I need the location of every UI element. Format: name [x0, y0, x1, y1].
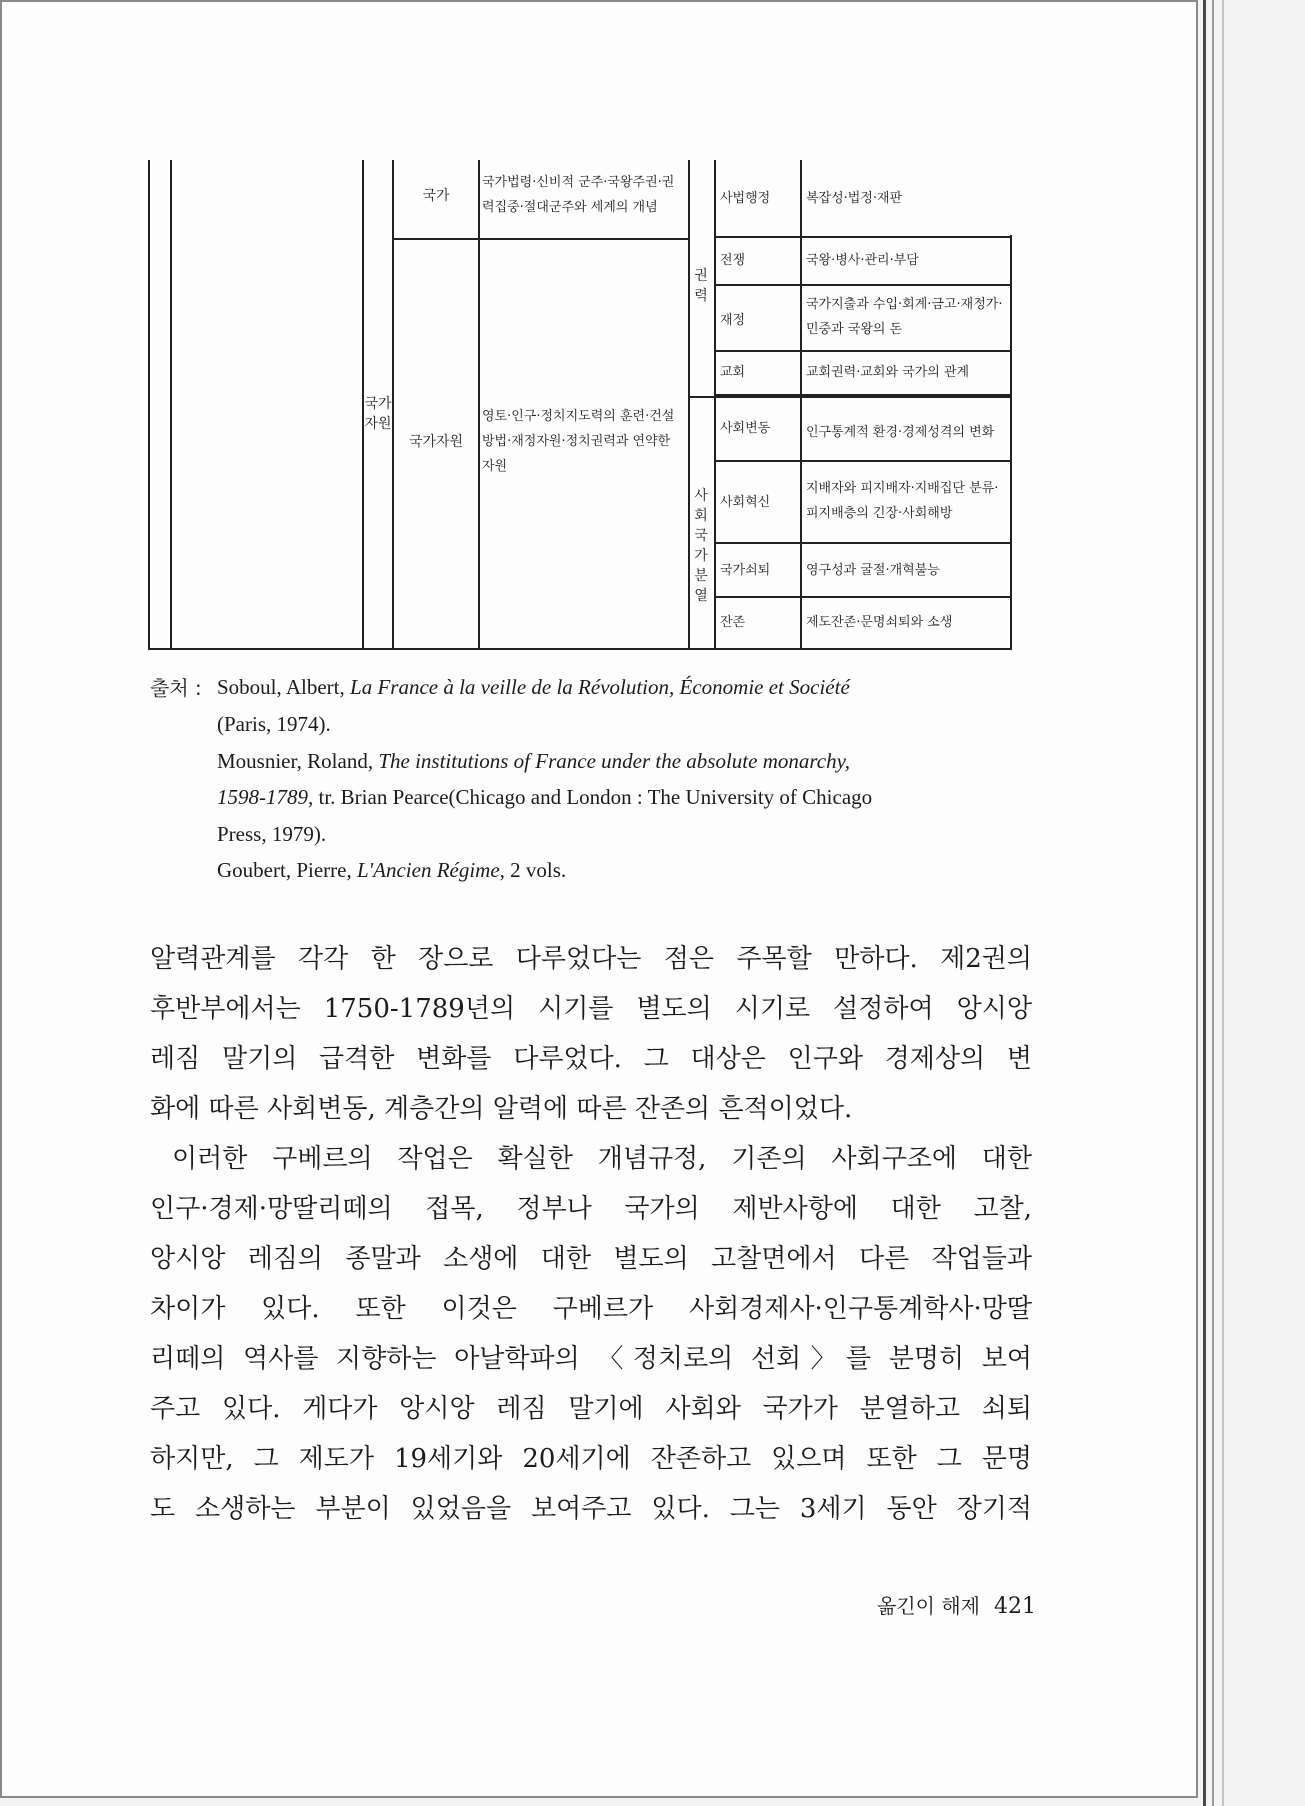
row-desc: 지배자와 피지배자·지배집단 분류·피지배층의 긴장·사회해방 — [806, 481, 999, 521]
row-name: 국가쇠퇴 — [720, 563, 771, 578]
page-number: 421 — [994, 1594, 1036, 1619]
body-line: 인구·경제·망딸리떼의 접목, 정부나 국가의 제반사항에 대한 고찰, — [150, 1194, 1032, 1224]
source-2-rest: tr. Brian Pearce(Chicago and London : The University of Chicago — [318, 785, 873, 809]
page-footer — [860, 1590, 1036, 1619]
body-line: 하지만, 그 제도가 19세기와 20세기에 잔존하고 있으며 또한 그 문명 — [150, 1444, 1032, 1474]
body-line: 후반부에서는 1750-1789년의 시기를 별도의 시기로 설정하여 앙시앙 — [150, 994, 1032, 1024]
row-name: 사회혁신 — [720, 495, 771, 510]
body-line: 알력관계를 각각 한 장으로 다루었다는 점은 주목할 만하다. 제2권의 — [150, 944, 1032, 974]
col2-label: 국가 자원 — [364, 396, 392, 432]
row-name: 사법행정 — [720, 191, 771, 206]
body-line: 앙시앙 레짐의 종말과 소생에 대한 별도의 고찰면에서 다른 작업들과 — [150, 1244, 1032, 1274]
row-desc: 제도잔존·문명쇠퇴와 소생 — [806, 615, 953, 630]
row-name: 교회 — [720, 365, 746, 380]
row-desc: 영구성과 굴절·개혁불능 — [806, 563, 940, 578]
page-edge — [1212, 0, 1214, 1806]
source-1-author: Soboul, Albert, — [217, 675, 345, 699]
row-desc: 국왕·병사·관리·부담 — [806, 253, 919, 268]
row-desc: 인구통계적 환경·경제성격의 변화 — [806, 425, 995, 440]
page-edge — [1203, 0, 1206, 1806]
body-line: 리떼의 역사를 지향하는 아날학파의 〈정치로의 선회〉를 분명히 보여 — [150, 1344, 1032, 1374]
col3-bottom: 국가자원 — [408, 434, 464, 450]
body-line: 주고 있다. 게다가 앙시앙 레짐 말기에 사회와 국가가 분열하고 쇠퇴 — [150, 1394, 1032, 1424]
source-3-rest: 2 vols. — [510, 858, 567, 882]
body-line: 레짐 말기의 급격한 변화를 다루었다. 그 대상은 인구와 경제상의 변 — [150, 1044, 1032, 1074]
source-2-author: Mousnier, Roland, — [217, 749, 374, 773]
group-split: 사회 국가 분열 — [694, 488, 708, 604]
col4-bottom: 영토·인구·정치지도력의 훈련·건설방법·재정자원·정치권력과 연약한 자원 — [482, 409, 675, 474]
row-desc: 국가지출과 수입·회계·금고·재정가·민중과 국왕의 돈 — [806, 297, 1003, 337]
body-line: 도 소생하는 부분이 있었음을 보여주고 있다. 그는 3세기 동안 장기적 — [150, 1494, 1032, 1524]
row-name: 전쟁 — [720, 253, 746, 268]
source-1-title: La France à la veille de la Révolution, Économie et Société — [350, 675, 850, 699]
body-line: 차이가 있다. 또한 이것은 구베르가 사회경제사·인구통계학사·망딸 — [150, 1294, 1032, 1324]
page-edge — [1222, 0, 1224, 1806]
source-2-title-cont: 1598-1789, — [217, 785, 314, 809]
col3-top: 국가 — [422, 188, 450, 204]
body-line: 화에 따른 사회변동, 계층간의 알력에 따른 잔존의 흔적이었다. — [150, 1094, 853, 1124]
row-name: 재정 — [720, 313, 746, 328]
row-name: 잔존 — [720, 615, 746, 630]
source-2-rest-cont: Press, 1979). — [217, 822, 327, 846]
source-3-author: Goubert, Pierre, — [217, 858, 352, 882]
source-3-title: L'Ancien Régime, — [356, 858, 505, 882]
source-2-title: The institutions of France under the absolute monarchy, — [378, 749, 851, 773]
body-line: 이러한 구베르의 작업은 확실한 개념규정, 기존의 사회구조에 대한 — [172, 1144, 1032, 1174]
col4-top: 국가법령·신비적 군주·국왕주권·권력집중·절대군주와 세계의 개념 — [482, 175, 675, 215]
row-name: 사회변동 — [720, 421, 771, 436]
row-desc: 교회권력·교회와 국가의 관계 — [806, 365, 970, 380]
row-desc: 복잡성·법정·재판 — [806, 191, 903, 206]
group-power: 권력 — [694, 268, 708, 304]
source-1-rest: (Paris, 1974). — [217, 712, 331, 736]
source-label: 출처 : — [150, 676, 202, 700]
running-title: 옮긴이 해제 — [877, 1594, 980, 1618]
